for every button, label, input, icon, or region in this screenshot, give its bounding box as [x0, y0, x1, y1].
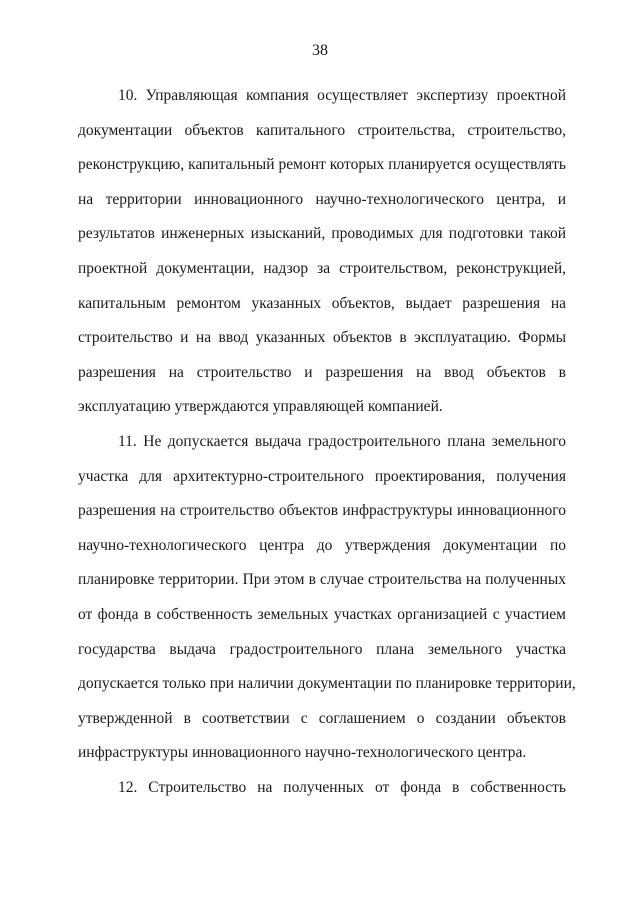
paragraph-11-line-6: от фонда в собственность земельных участках организацией с участием	[78, 605, 566, 623]
paragraph-10-line-5: результатов инженерных изысканий, проводимых для подготовки такой	[78, 225, 566, 243]
paragraph-11-line-4: научно-технологического центра до утверждения документации по	[78, 536, 566, 554]
paragraph-10-line-7: капитальным ремонтом указанных объектов, выдает разрешения на	[78, 294, 566, 312]
paragraph-10-line-6: проектной документации, надзор за строительством, реконструкцией,	[78, 259, 566, 277]
paragraph-12-line-1: 12. Строительство на полученных от фонда в собственность	[118, 778, 566, 796]
paragraph-10-line-2: документации объектов капитального строительства, строительство,	[78, 121, 566, 139]
paragraph-10-line-1: 10. Управляющая компания осуществляет экспертизу проектной	[118, 87, 566, 104]
paragraph-10-line-3: реконструкцию, капитальный ремонт которых планируется осуществлять	[78, 156, 566, 174]
paragraph-11-line-9: утвержденной в соответствии с соглашением о создании объектов	[78, 709, 566, 727]
paragraph-11-line-3: разрешения на строительство объектов инфраструктуры инновационного	[78, 502, 566, 520]
paragraph-11-line-1: 11. Не допускается выдача градостроительного плана земельного	[118, 432, 566, 450]
paragraph-10-line-8: строительство и на ввод указанных объектов в эксплуатацию. Формы	[78, 329, 566, 347]
paragraph-11-line-2: участка для архитектурно-строительного проектирования, получения	[78, 467, 566, 485]
document-body	[78, 79, 576, 805]
paragraph-11-line-8: допускается только при наличии документации по планировке территории,	[78, 675, 576, 693]
paragraph-11-line-10: инфраструктуры инновационного научно-технологического центра.	[78, 744, 527, 762]
paragraph-11-line-7: государства выдача градостроительного плана земельного участка	[78, 640, 566, 658]
paragraph-10-line-10: эксплуатацию утверждаются управляющей компанией.	[78, 398, 443, 416]
paragraph-11-line-5: планировке территории. При этом в случае строительства на полученных	[78, 571, 566, 589]
page-number: 38	[312, 42, 328, 59]
paragraph-10-line-4: на территории инновационного научно-технологического центра, и	[78, 190, 566, 208]
paragraph-10-line-9: разрешения на строительство и разрешения на ввод объектов в	[78, 363, 566, 381]
